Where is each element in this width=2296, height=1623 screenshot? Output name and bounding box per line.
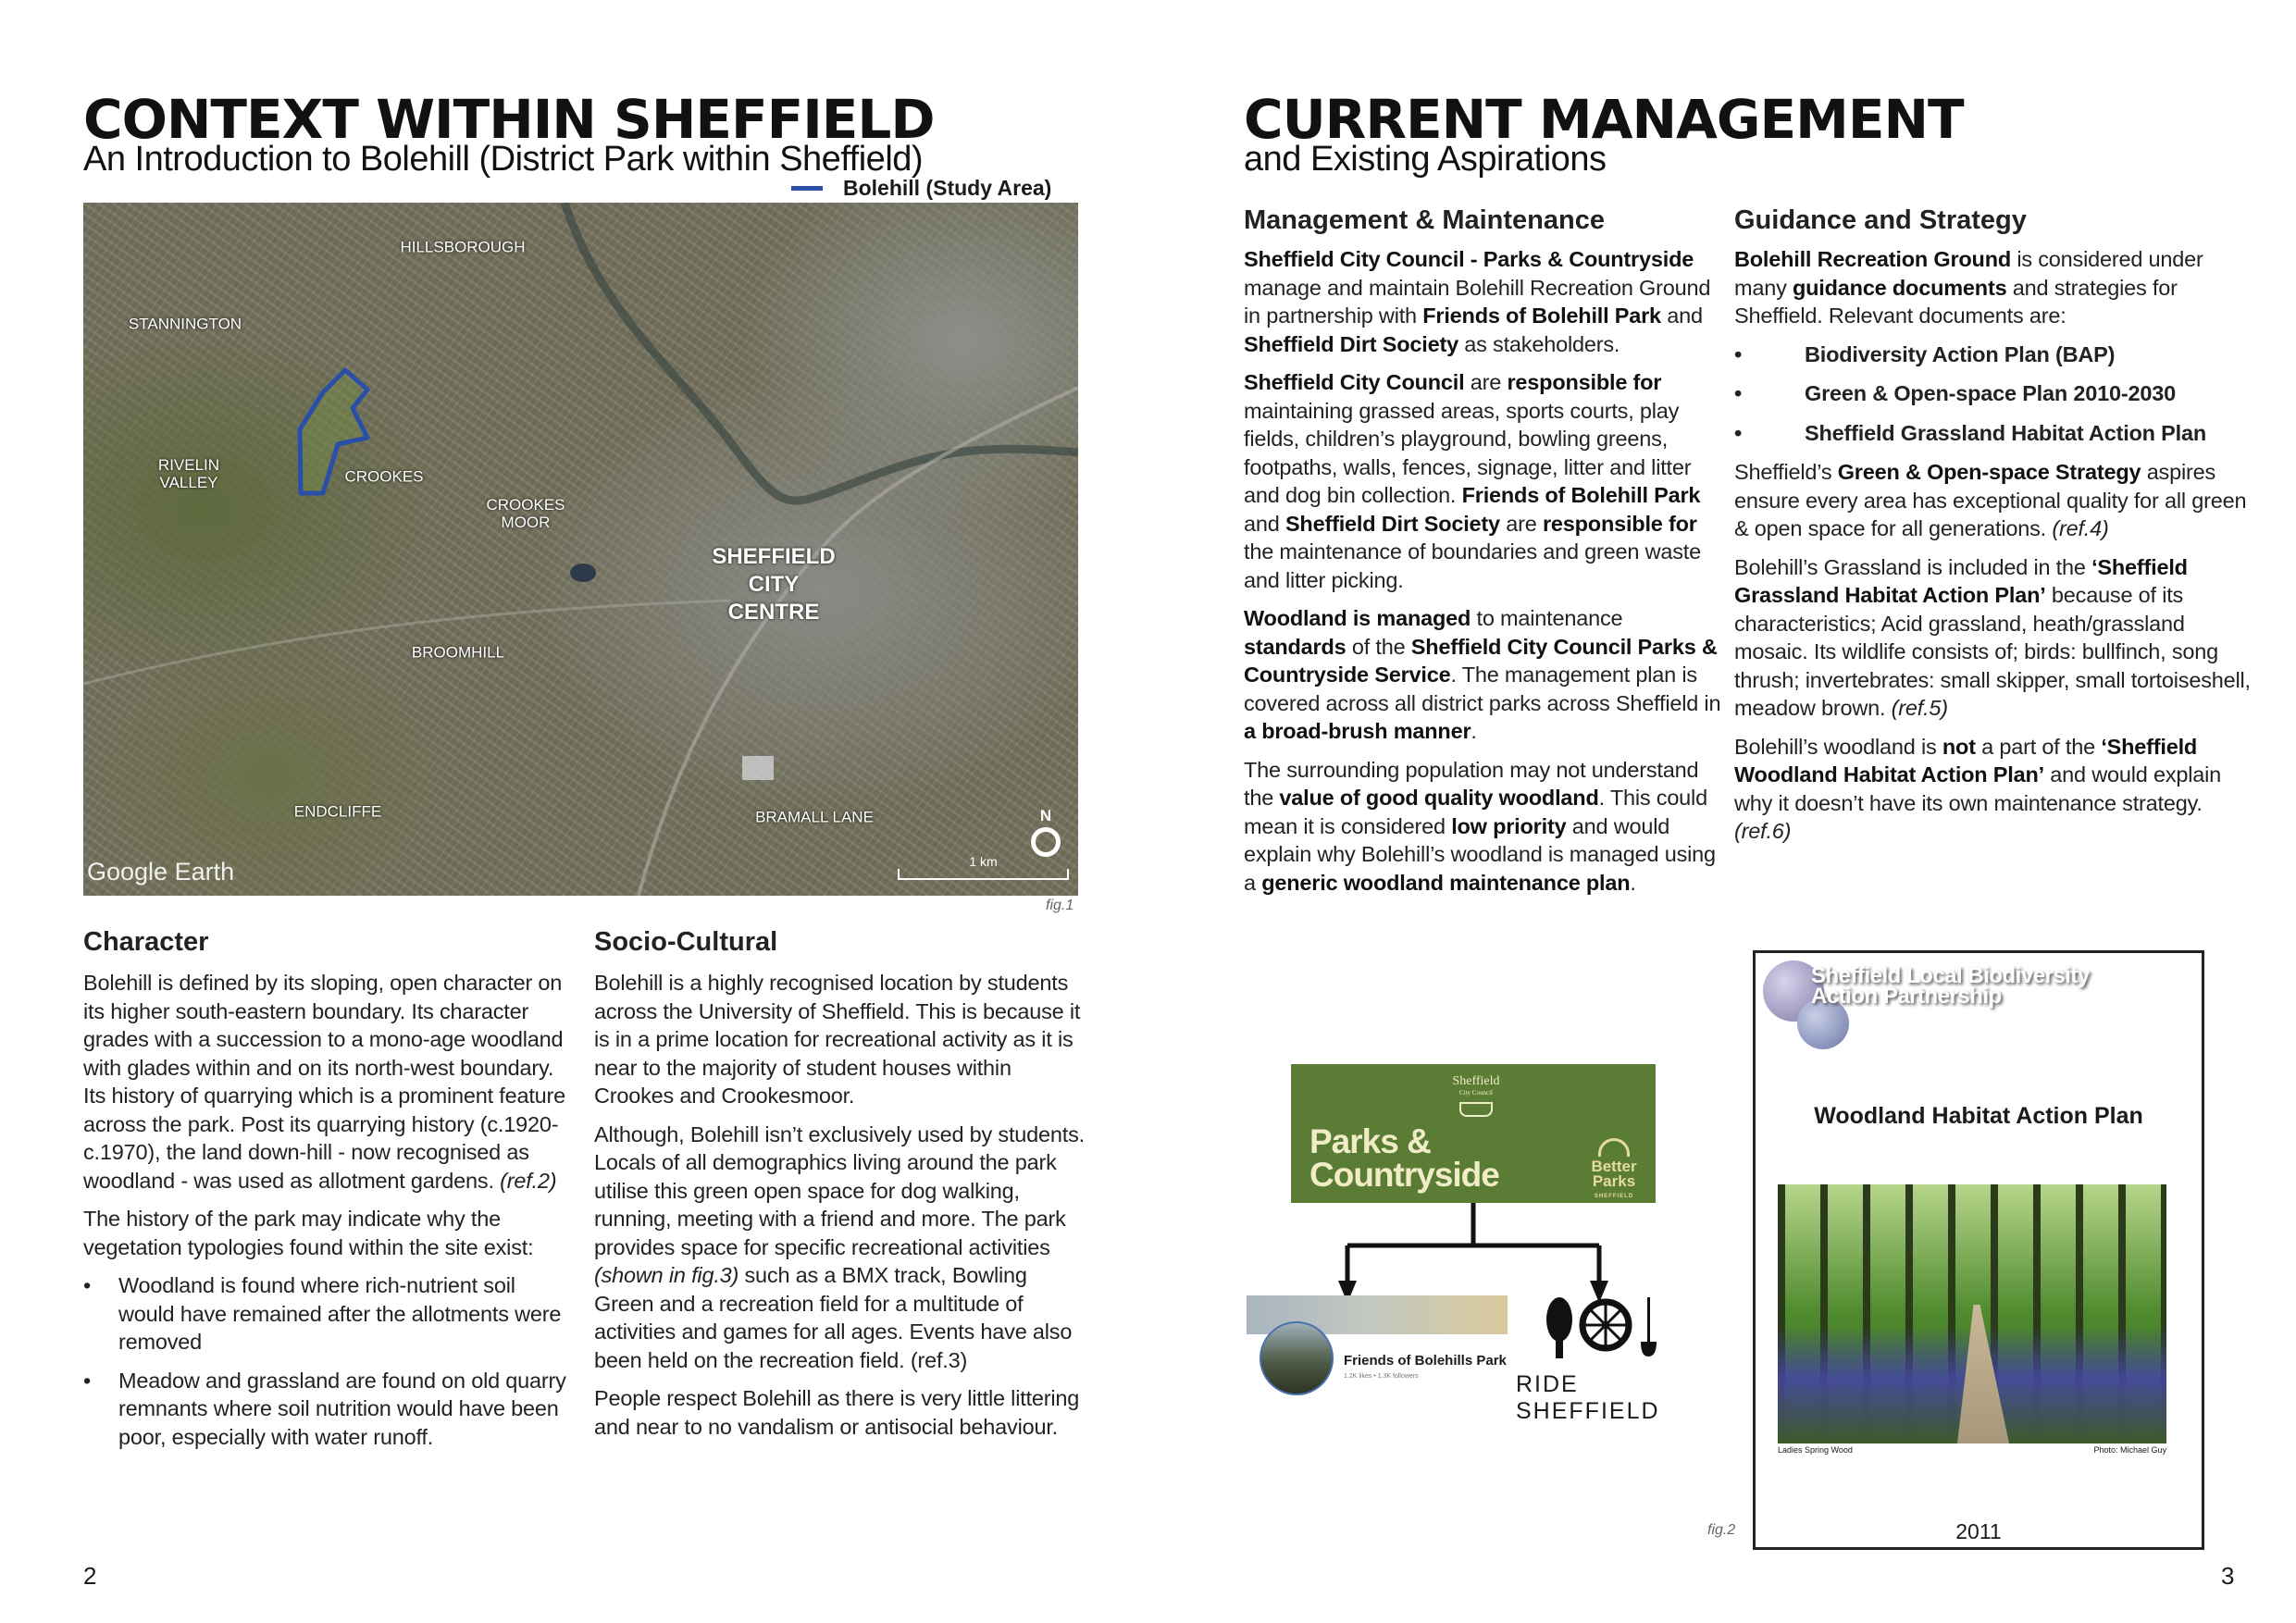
text-run: Bolehill’s Grassland is included in the [1734, 554, 2092, 579]
list-item: • Meadow and grassland are found on old quarry remnants where soil nutrition would have been poor, especially with water runoff. [83, 1367, 574, 1452]
text-run: . The management plan is covered across all district parks across Sheffield in [1244, 663, 1721, 715]
bold-text-run: generic woodland maintenance plan [1261, 870, 1631, 895]
page-number-left: 2 [83, 1562, 97, 1590]
text-run: and [1660, 304, 1703, 328]
text-run: the maintenance of boundaries and green waste and litter picking. [1244, 539, 1701, 592]
page-title-right: CURRENT MANAGEMENT [1244, 88, 1964, 151]
parks-countryside-logo [1291, 1064, 1656, 1203]
reservoir [570, 564, 596, 582]
character-paragraph [83, 1205, 574, 1261]
shovel-icon [1647, 1297, 1650, 1342]
bold-text-run: ‘Sheffield Grassland Habitat Action Plan’ [1734, 554, 2188, 607]
management-paragraph [1244, 756, 1725, 898]
guidance-paragraph [1734, 733, 2253, 846]
bold-text-run: value of good quality woodland [1279, 786, 1599, 810]
guidance-paragraph [1734, 553, 2253, 723]
management-paragraph [1244, 604, 1725, 746]
map-label-stannington: STANNINGTON [128, 315, 242, 333]
better-parks-sub: SHEFFIELD [1594, 1194, 1634, 1199]
bold-text-run: Sheffield Dirt Society [1285, 511, 1500, 536]
text-run: Bolehill is defined by its sloping, open character on its higher south-eastern boundary. Its character grades with a succession to a mono-age woodland with glades within and on its north-west boundary. Its history of quarrying which is a prominent feature across the park. Post its quarrying history (c.1920-c.1970), the land down-hill - now recognised as woodland - was used as allotment gardens. [83, 971, 566, 1193]
bold-text-run: Friends of Bolehill Park [1422, 304, 1661, 328]
map-label-crookes: CROOKES [344, 467, 424, 486]
management-paragraph [1244, 368, 1725, 594]
list-item: • Woodland is found where rich-nutrient soil would have remained after the allotments were removed [83, 1271, 574, 1357]
north-label: N [1039, 807, 1052, 824]
text-run: because of its characteristics; Acid grassland, heath/grassland mosaic. Its wildlife consists of; birds: bullfinch, song thrush; invertebrates: small skipper, small tortoiseshell, meadow brown. [1734, 583, 2251, 720]
ride-sheffield-text: RIDE SHEFFIELD [1516, 1371, 1660, 1424]
better-parks-text: Better Parks [1591, 1158, 1637, 1190]
road [83, 601, 731, 684]
character-heading: Character [83, 927, 209, 957]
text-run: Bolehill is a highly recognised location by students across the University of Sheffield. This is because it is in a prime location for recreational activity as it is near to the majority of student houses within Crookes and Crookesmoor. [594, 971, 1081, 1108]
map-label-city-centre: SHEFFIELD CITY CENTRE [712, 544, 836, 625]
text-run: such as a BMX track, Bowling Green and a recreation field for a multitude of activities and games for all ages. Events have also been held on the recreation field. (ref.3) [594, 1263, 1073, 1372]
parks-countryside-text: Parks & Countryside [1309, 1122, 1499, 1194]
text-run: Bolehill’s woodland is [1734, 734, 1942, 759]
list-item: • Sheffield Grassland Habitat Action Plan [1734, 419, 2253, 448]
socio-cultural-section [594, 927, 1085, 1451]
text-run: . [1471, 719, 1477, 743]
figure-label-1: fig.1 [1046, 898, 1074, 913]
stadium [742, 756, 774, 780]
text-run: Although, Bolehill isn’t exclusively used by students. Locals of all demographics living around the park utilise this green open space for dog walking, running, meeting with a friend and more. The park provides space for specific recreational activities [594, 1121, 1085, 1259]
bold-text-run: guidance documents [1793, 275, 2007, 300]
friends-of-bolehill-logo [1247, 1295, 1508, 1399]
woodland-path [1944, 1305, 2009, 1443]
text-run: and would explain why it doesn’t have its own maintenance strategy. [1734, 762, 2222, 815]
bold-text-run: not [1942, 734, 1976, 759]
photo-caption: Ladies Spring Wood [1778, 1445, 1853, 1455]
text-run: The history of the park may indicate why the vegetation typologies found within the site exist: [83, 1207, 534, 1259]
reference-text-run: (ref.4) [2052, 516, 2109, 540]
text-run: . This could mean it is considered [1244, 786, 1707, 838]
vegetation-list [83, 1271, 574, 1451]
page-subtitle-left: An Introduction to Bolehill (District Park within Sheffield) [83, 140, 924, 179]
text-run: Sheffield’s [1734, 460, 1838, 484]
reference-text-run: (ref.5) [1891, 696, 1948, 720]
map-label-bramall-lane: BRAMALL LANE [755, 808, 874, 826]
bold-text-run: Sheffield Dirt Society [1244, 331, 1458, 356]
page-title-left: CONTEXT WITHIN SHEFFIELD [83, 88, 935, 151]
reference-text-run: (ref.2) [500, 1168, 557, 1193]
friends-stats: 1.2K likes • 1.3K followers [1344, 1373, 1419, 1380]
map-label-broomhill: BROOMHILL [411, 643, 505, 662]
scale-label: 1 km [969, 854, 998, 869]
guidance-documents-list [1734, 341, 2253, 448]
partnership-name: Sheffield Local Biodiversity Action Partnership [1811, 963, 2090, 1009]
text-run: as stakeholders. [1458, 331, 1620, 356]
management-section [1244, 205, 1725, 907]
text-run: is considered under many [1734, 247, 2203, 300]
bold-text-run: Friends of Bolehill Park [1461, 483, 1701, 507]
map-roads [83, 203, 1078, 896]
text-run: and would explain why Bolehill’s woodland is managed using a [1244, 813, 1716, 895]
text-run: The surrounding population may not understand the [1244, 757, 1699, 810]
list-item: • Green & Open-space Plan 2010-2030 [1734, 379, 2253, 408]
socio-paragraph [594, 1121, 1085, 1375]
sheffield-council-crest [1448, 1075, 1504, 1117]
socio-cultural-heading: Socio-Cultural [594, 927, 778, 957]
friends-name: Friends of Bolehills Park [1344, 1353, 1507, 1369]
text-run: and [1244, 511, 1285, 536]
ride-sheffield-logo [1516, 1295, 1719, 1424]
page-subtitle-right: and Existing Aspirations [1244, 140, 1607, 179]
document-year: 2011 [1955, 1519, 2002, 1543]
figure-label-2: fig.2 [1707, 1522, 1736, 1538]
document-title: Woodland Habitat Action Plan [1814, 1103, 2143, 1129]
text-run: to maintenance [1471, 606, 1623, 630]
better-parks-logo [1587, 1138, 1641, 1204]
guidance-heading: Guidance and Strategy [1734, 205, 2027, 235]
bold-text-run: Sheffield City Council - Parks & Countryside [1244, 247, 1694, 271]
bold-text-run: ‘Sheffield Woodland Habitat Action Plan’ [1734, 734, 2198, 787]
tree-icon [1598, 1138, 1630, 1157]
text-run: are [1499, 511, 1543, 536]
character-paragraph [83, 969, 574, 1195]
list-item: • Biodiversity Action Plan (BAP) [1734, 341, 2253, 369]
text-run: aspires ensure every area has exceptional quality for all green & open space for all generations. [1734, 460, 2247, 540]
north-arrow-icon [1027, 807, 1064, 857]
friends-avatar [1260, 1321, 1334, 1395]
guidance-paragraph [1734, 245, 2253, 330]
council-name: Sheffield [1452, 1074, 1500, 1088]
map-label-crookes-moor: CROOKES MOOR [486, 496, 565, 531]
bold-text-run: standards [1244, 634, 1347, 659]
character-section [83, 927, 574, 1461]
management-paragraph [1244, 245, 1725, 358]
connector-lines [1347, 1203, 1599, 1286]
legend-line-swatch [791, 186, 823, 191]
council-sub: City Council [1459, 1089, 1493, 1096]
bold-text-run: Bolehill Recreation Ground [1734, 247, 2012, 271]
text-run: . [1630, 870, 1636, 895]
bold-text-run: Woodland is managed [1244, 606, 1471, 630]
scale-bar [898, 854, 1069, 880]
ride-sheffield-icons [1544, 1295, 1664, 1360]
socio-paragraph [594, 1384, 1085, 1441]
socio-paragraph [594, 969, 1085, 1110]
text-run: a part of the [1975, 734, 2102, 759]
reference-text-run: (ref.6) [1734, 819, 1792, 843]
bold-text-run: low priority [1451, 813, 1567, 838]
map-legend [791, 176, 1051, 201]
bold-text-run: responsible for [1507, 370, 1662, 394]
map-label-rivelin-valley: RIVELIN VALLEY [157, 456, 220, 491]
map-label-endcliffe: ENDCLIFFE [293, 802, 382, 821]
text-run: and strategies for Sheffield. Relevant documents are: [1734, 275, 2178, 328]
aerial-map [83, 203, 1078, 896]
photo-credit: Photo: Michael Guy [2093, 1445, 2166, 1455]
bold-text-run: Sheffield City Council Parks & Countryside Service [1244, 634, 1718, 687]
bold-text-run: Sheffield City Council [1244, 370, 1465, 394]
bold-text-run: responsible for [1542, 511, 1697, 536]
text-run: are [1464, 370, 1508, 394]
woodland-photo [1778, 1184, 2166, 1443]
page-number-right: 3 [2221, 1562, 2235, 1590]
org-chart-connectors [1333, 1203, 1620, 1307]
text-run: People respect Bolehill as there is very little littering and near to no vandalism or antisocial behaviour. [594, 1386, 1080, 1439]
guidance-paragraph [1734, 458, 2253, 543]
guidance-section [1734, 205, 2253, 856]
bold-text-run: a broad-brush manner [1244, 719, 1471, 743]
tree-icon [1546, 1297, 1572, 1342]
reference-text-run: (shown in fig.3) [594, 1263, 739, 1287]
management-heading: Management & Maintenance [1244, 205, 1605, 235]
text-run: manage and maintain Bolehill Recreation Ground in partnership with [1244, 275, 1711, 328]
bold-text-run: Green & Open-space Strategy [1837, 460, 2141, 484]
map-label-hillsborough: HILLSBOROUGH [400, 238, 526, 256]
text-run: maintaining grassed areas, sports courts, play fields, children’s playground, bowling greens, footpaths, walls, fences, signage, litter and litter and dog bin collection. [1244, 398, 1692, 507]
legend-label: Bolehill (Study Area) [843, 176, 1052, 200]
text-run: of the [1346, 634, 1411, 659]
river [565, 203, 1078, 501]
woodland-habitat-action-plan-cover [1753, 950, 2204, 1550]
google-earth-logo: Google Earth [87, 858, 235, 886]
